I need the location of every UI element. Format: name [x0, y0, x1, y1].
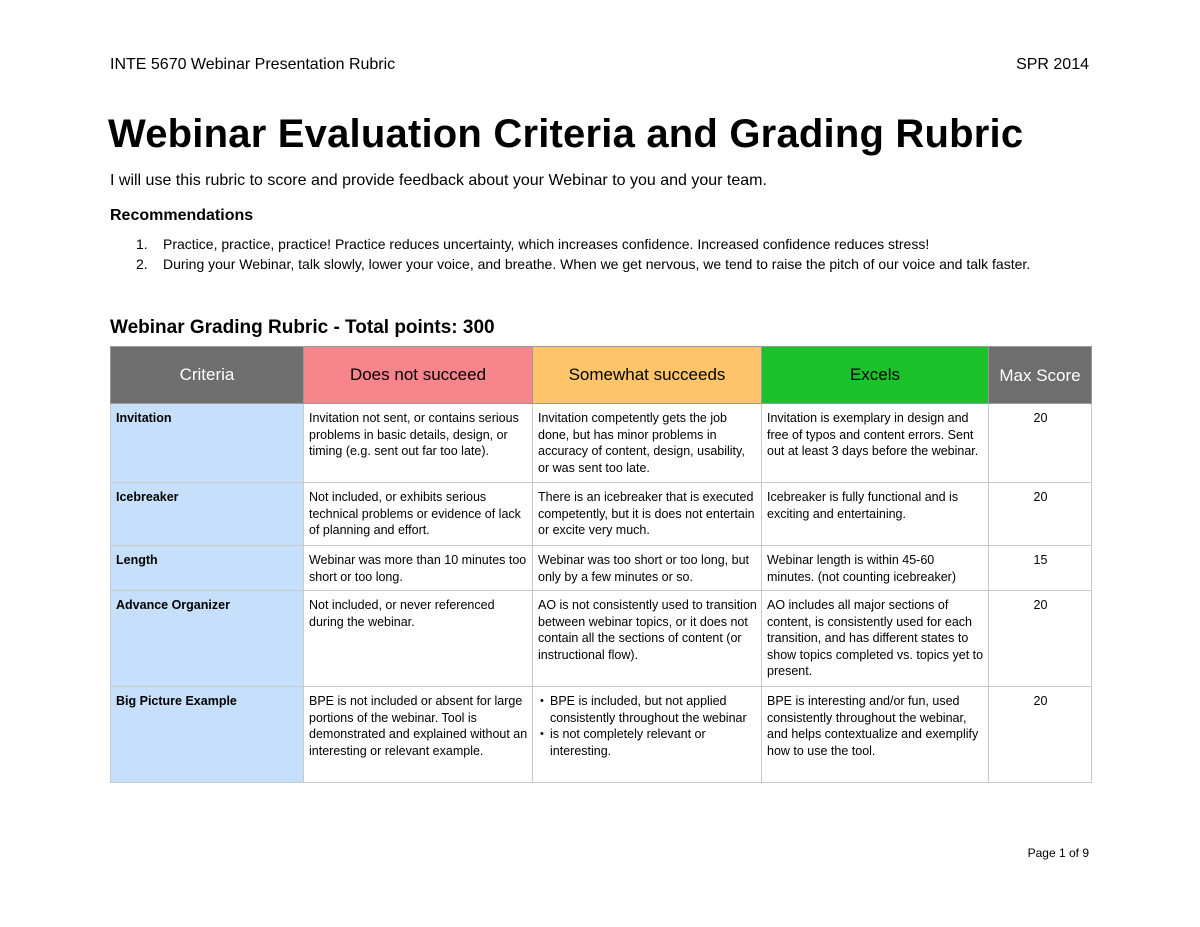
rubric-table: [110, 346, 1092, 783]
column-header-somewhat-succeeds: Somewhat succeeds: [533, 347, 762, 404]
somewhat-succeeds-cell: [533, 687, 762, 783]
rubric-heading: Webinar Grading Rubric - Total points: 300: [110, 317, 495, 338]
list-item: [110, 236, 1070, 253]
does-not-succeed-cell: Webinar was more than 10 minutes too short or too long.: [304, 546, 533, 591]
table-header-row: [111, 347, 1092, 404]
bullet-list: [538, 693, 757, 759]
does-not-succeed-cell: Not included, or never referenced during the webinar.: [304, 591, 533, 687]
criteria-cell: Icebreaker: [111, 483, 304, 546]
does-not-succeed-cell: BPE is not included or absent for large portions of the webinar. Tool is demonstrated and explained without an interesting or relevant example.: [304, 687, 533, 783]
list-item-text: Practice, practice, practice! Practice reduces uncertainty, which increases confidence. Increased confidence reduces stress!: [163, 236, 930, 252]
page-title: Webinar Evaluation Criteria and Grading Rubric: [108, 112, 1024, 156]
document-header-term: SPR 2014: [1016, 56, 1089, 73]
list-number: 2.: [136, 256, 148, 272]
criteria-cell: Advance Organizer: [111, 591, 304, 687]
column-header-max-score: Max Score: [989, 347, 1092, 404]
excels-cell: Invitation is exemplary in design and free of typos and content errors. Sent out at least 3 days before the webinar.: [762, 404, 989, 483]
max-score-cell: 15: [989, 546, 1092, 591]
somewhat-succeeds-cell: AO is not consistently used to transition between webinar topics, or it does not contain all the sections of content (or instructional flow).: [533, 591, 762, 687]
table-row: [111, 546, 1092, 591]
document-header-course: INTE 5670 Webinar Presentation Rubric: [110, 56, 396, 73]
list-number: 1.: [136, 236, 148, 252]
excels-cell: Webinar length is within 45-60 minutes. (not counting icebreaker): [762, 546, 989, 591]
max-score-cell: 20: [989, 404, 1092, 483]
somewhat-succeeds-cell: There is an icebreaker that is executed competently, but it is does not entertain or excite very much.: [533, 483, 762, 546]
does-not-succeed-cell: Not included, or exhibits serious technical problems or evidence of lack of planning and effort.: [304, 483, 533, 546]
criteria-cell: Length: [111, 546, 304, 591]
criteria-cell: Big Picture Example: [111, 687, 304, 783]
recommendations-heading: Recommendations: [110, 207, 254, 224]
list-item: • is not completely relevant or interesting.: [550, 726, 757, 759]
recommendations-list: [110, 236, 1070, 276]
somewhat-succeeds-cell: Invitation competently gets the job done, but has minor problems in accuracy of content, design, usability, or was sent too late.: [533, 404, 762, 483]
table-row: [111, 404, 1092, 483]
column-header-does-not-succeed: Does not succeed: [304, 347, 533, 404]
does-not-succeed-cell: Invitation not sent, or contains serious problems in basic details, design, or timing (e.g. sent out far too late).: [304, 404, 533, 483]
column-header-excels: Excels: [762, 347, 989, 404]
table-row: [111, 483, 1092, 546]
list-item: • BPE is included, but not applied consistently throughout the webinar: [550, 693, 757, 726]
criteria-cell: Invitation: [111, 404, 304, 483]
excels-cell: AO includes all major sections of content, is consistently used for each transition, and has different states to show topics completed vs. topics yet to present.: [762, 591, 989, 687]
max-score-cell: 20: [989, 483, 1092, 546]
somewhat-succeeds-cell: Webinar was too short or too long, but only by a few minutes or so.: [533, 546, 762, 591]
excels-cell: BPE is interesting and/or fun, used consistently throughout the webinar, and helps contextualize and exemplify how to use the tool.: [762, 687, 989, 783]
page-number: Page 1 of 9: [1027, 846, 1089, 860]
table-row: [111, 591, 1092, 687]
max-score-cell: 20: [989, 687, 1092, 783]
column-header-criteria: Criteria: [111, 347, 304, 404]
list-item: [110, 256, 1070, 273]
intro-text: I will use this rubric to score and provide feedback about your Webinar to you and your team.: [110, 172, 767, 189]
list-item-text: During your Webinar, talk slowly, lower your voice, and breathe. When we get nervous, we tend to raise the pitch of our voice and talk faster.: [163, 256, 1031, 272]
table-row: [111, 687, 1092, 783]
max-score-cell: 20: [989, 591, 1092, 687]
excels-cell: Icebreaker is fully functional and is exciting and entertaining.: [762, 483, 989, 546]
